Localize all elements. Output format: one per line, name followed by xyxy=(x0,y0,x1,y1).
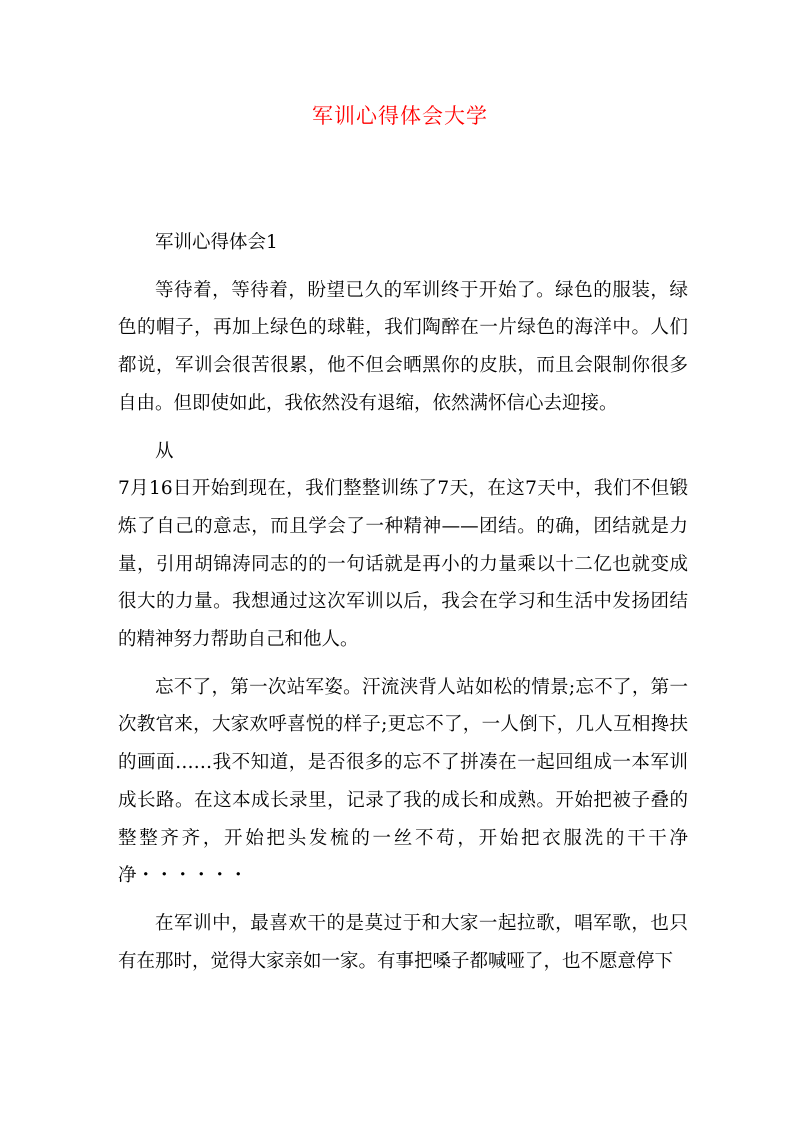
paragraph: 7月16日开始到现在，我们整整训练了7天，在这7天中，我们不但锻炼了自己的意志，而且学会了一种精神——团结。的确，团结就是力量，引用胡锦涛同志的的一句话就是再小的力量乘以十二亿也就变成很大的力量。我想通过这次军训以后，我会在学习和生活中发扬团结的精神努力帮助自己和他人。 xyxy=(118,478,688,651)
document-body xyxy=(118,224,688,990)
paragraph: 在军训中，最喜欢干的是莫过于和大家一起拉歌，唱军歌，也只有在那时，觉得大家亲如一家。有事把嗓子都喊哑了，也不愿意停下 xyxy=(118,912,688,972)
paragraph: 忘不了，第一次站军姿。汗流浃背人站如松的情景;忘不了，第一次教官来，大家欢呼喜悦的样子;更忘不了，一人倒下，几人互相搀扶的画面……我不知道，是否很多的忘不了拼凑在一起回组成一本军训成长路。在这本成长录里，记录了我的成长和成熟。开始把被子叠的整整齐齐，开始把头发梳的一丝不苟，开始把衣服洗的干干净净・・・・・・ xyxy=(118,676,688,887)
paragraph: 从 xyxy=(155,440,174,462)
document-title: 军训心得体会大学 xyxy=(312,104,488,128)
paragraph: 等待着，等待着，盼望已久的军训终于开始了。绿色的服装，绿色的帽子，再加上绿色的球鞋，我们陶醉在一片绿色的海洋中。人们都说，军训会很苦很累，他不但会晒黑你的皮肤，而且会限制你很多自由。但即使如此，我依然没有退缩，依然满怀信心去迎接。 xyxy=(118,279,688,414)
section-heading: 军训心得体会1 xyxy=(155,232,278,253)
